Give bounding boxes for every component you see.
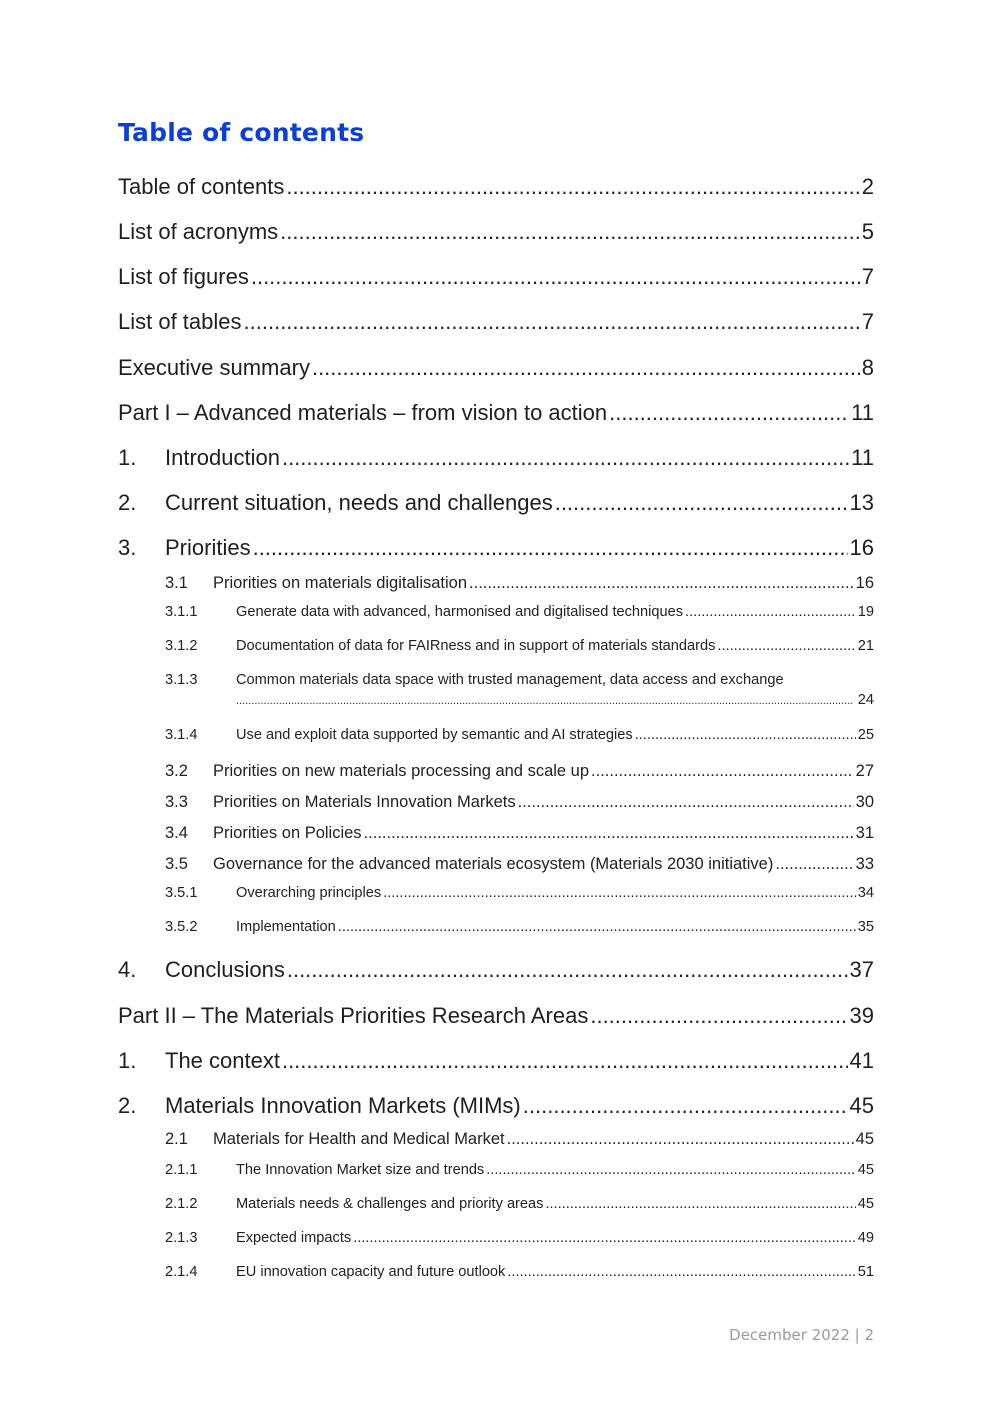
toc-entry-text: Part I – Advanced materials – from vision to action [118,400,608,425]
toc-entry-text: Materials Innovation Markets (MIMs) [165,1093,521,1118]
toc-entry-text: Priorities on Policies [213,824,362,842]
toc-entry-page: 45 [857,1162,874,1178]
toc-entry-text: Priorities [165,535,251,560]
toc-entry-number: 3.1.4 [165,727,198,743]
toc-entry-page: 45 [857,1196,874,1212]
toc-entry-text: EU innovation capacity and future outlook [236,1264,506,1280]
toc-entry-text: Documentation of data for FAIRness and in support of materials standards [236,638,716,654]
toc-entry-number: 2.1.3 [165,1230,198,1246]
toc-entry-text: Governance for the advanced materials ecosystem (Materials 2030 initiative) [213,855,774,873]
toc-entry[interactable] [165,574,874,593]
toc-entry-number: 3.1.1 [165,604,198,620]
toc-entry-text: List of figures [118,264,249,289]
toc-entry-page: 45 [855,1130,874,1148]
toc-entry[interactable] [165,1230,874,1246]
toc-entry-page: 34 [857,885,874,901]
toc-entry-page: 7 [861,309,874,334]
toc-entry[interactable] [165,885,874,901]
toc-entry[interactable] [165,919,874,935]
toc-entry-text: Use and exploit data supported by semantic and AI strategies [236,727,633,743]
toc-entry[interactable] [118,309,874,335]
toc-entry-text: List of tables [118,309,242,334]
toc-entry-page: 16 [855,574,874,592]
toc-entry-number: 2.1.4 [165,1264,198,1280]
toc-entry-number: 3.1.2 [165,638,198,654]
toc-entry[interactable] [118,355,874,381]
toc-entry-number: 2.1 [165,1130,188,1148]
toc-entry-page: 51 [857,1264,874,1280]
toc-entry[interactable] [118,219,874,245]
toc-entry[interactable] [165,1196,874,1212]
toc-entry-text: Executive summary [118,355,310,380]
toc-entry[interactable] [118,445,874,471]
toc-entry-page: 16 [849,535,874,560]
toc-entry-number: 3.5 [165,855,188,873]
toc-entry-page: 8 [861,355,874,380]
toc-entry-number: 2. [118,1093,137,1118]
toc-entry-page: 37 [849,957,874,982]
toc-entry[interactable] [118,1003,874,1029]
toc-entry-number: 3.1.3 [165,672,198,688]
toc-entry-page: 49 [857,1230,874,1246]
toc-entry-text: Generate data with advanced, harmonised and digitalised techniques [236,604,684,620]
toc-entry-page: 13 [849,490,874,515]
toc-entry-page: 5 [861,219,874,244]
toc-entry-number: 3.2 [165,762,188,780]
toc-entry-number: 2.1.2 [165,1196,198,1212]
toc-entry-number: 2.1.1 [165,1162,198,1178]
toc-entry-text: Priorities on new materials processing and scale up [213,762,590,780]
toc-entry-text: Priorities on materials digitalisation [213,574,468,592]
toc-entry-page: 2 [861,174,874,199]
toc-entry[interactable] [165,855,874,874]
toc-entry-number: 3. [118,535,137,560]
toc-entry[interactable] [118,1093,874,1119]
toc-entry[interactable] [165,638,874,654]
toc-entry-number: 2. [118,490,137,515]
toc-entry-number: 4. [118,957,137,982]
toc-entry-number: 3.5.2 [165,919,198,935]
toc-entry-page: 19 [857,604,874,620]
toc-entry[interactable] [165,727,874,743]
toc-entry[interactable] [118,957,874,983]
toc-heading: Table of contents [118,118,365,147]
toc-entry-text: Introduction [165,445,280,470]
toc-entry-text: Table of contents [118,174,285,199]
toc-entry[interactable] [165,1162,874,1178]
toc-entry-page: 33 [855,855,874,873]
toc-entry[interactable] [118,400,874,426]
toc-entry[interactable] [118,1048,874,1074]
page-footer: December 2022 | 2 [729,1326,874,1344]
toc-entry-page: 24 [857,692,874,708]
toc-entry[interactable] [165,1130,874,1149]
toc-entry-page: 11 [851,400,874,425]
toc-entry[interactable] [118,264,874,290]
toc-entry[interactable] [118,490,874,516]
toc-entry-text: Materials for Health and Medical Market [213,1130,505,1148]
toc-entry-page: 11 [851,445,874,470]
toc-entry-page: 35 [857,919,874,935]
toc-entry-page: 45 [849,1093,874,1118]
toc-entry-page: 27 [855,762,874,780]
toc-entry-page: 30 [855,793,874,811]
toc-entry-text: Part II – The Materials Priorities Research Areas [118,1003,589,1028]
toc-entry-page: 25 [857,727,874,743]
toc-entry-text: Materials needs & challenges and priority areas [236,1196,544,1212]
toc-entry-number: 3.3 [165,793,188,811]
toc-entry-number: 3.5.1 [165,885,198,901]
toc-entry-number: 3.1 [165,574,188,592]
toc-entry-text: Expected impacts [236,1230,352,1246]
toc-entry-page: 41 [849,1048,874,1073]
toc-entry-text: List of acronyms [118,219,279,244]
toc-entry[interactable] [165,793,874,812]
toc-entry-text: Common materials data space with trusted management, data access and exchange [236,672,784,688]
toc-entry-page: 39 [849,1003,874,1028]
toc-entry[interactable] [118,535,874,561]
toc-entry-text: Overarching principles [236,885,382,901]
toc-entry-text: Conclusions [165,957,285,982]
toc-entry[interactable] [118,174,874,200]
toc-entry-text: The Innovation Market size and trends [236,1162,485,1178]
toc-entry-text: Current situation, needs and challenges [165,490,553,515]
toc-entry-number: 1. [118,1048,137,1073]
toc-entry-text: Priorities on Materials Innovation Markets [213,793,516,811]
toc-entry-page: 21 [857,638,874,654]
toc-entry-page: 7 [861,264,874,289]
toc-entry[interactable] [165,824,874,843]
toc-entry-text: Implementation [236,919,336,935]
toc-entry[interactable] [165,1264,874,1280]
toc-entry-number: 3.4 [165,824,188,842]
toc-entry-number: 1. [118,445,137,470]
toc-entry-text: The context [165,1048,280,1073]
toc-entry[interactable] [165,604,874,620]
toc-entry-page: 31 [855,824,874,842]
toc-entry[interactable] [165,762,874,781]
